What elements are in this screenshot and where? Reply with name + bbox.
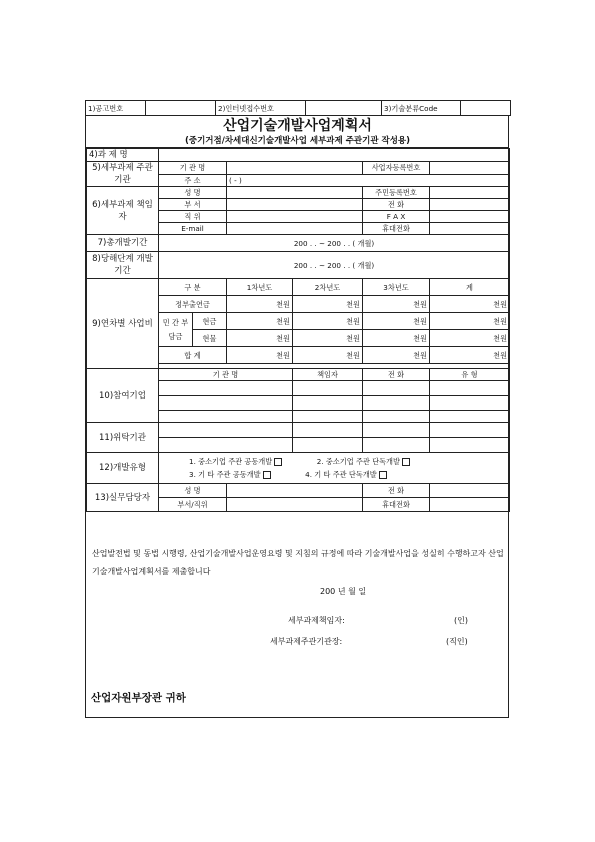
- manager-mobile-label: 휴대전화: [363, 223, 430, 235]
- budget-col-total: 계: [430, 279, 510, 296]
- devtype-checkbox-1[interactable]: [274, 458, 282, 466]
- manager-dept-label: 부 서: [159, 199, 227, 211]
- total-period-label: 7)총개발기간: [87, 235, 159, 252]
- gov-total[interactable]: 천원: [430, 296, 510, 313]
- devtype-option-4: 4. 기 타 주관 단독개발: [305, 470, 377, 479]
- part-row-head[interactable]: [293, 381, 363, 396]
- inkind-y3[interactable]: 천원: [363, 330, 430, 347]
- part-col-org: 기 관 명: [159, 369, 293, 381]
- manager-label: 6)세부과제 책임자: [87, 187, 159, 235]
- budget-col-year1: 1차년도: [227, 279, 293, 296]
- head-seal[interactable]: (직인): [446, 637, 468, 646]
- total-period-field[interactable]: 200 . . ~ 200 . . ( 개월): [159, 235, 510, 252]
- page-title: 산업기술개발사업계획서: [223, 118, 372, 134]
- manager-email-field[interactable]: [227, 223, 363, 235]
- sum-label: 합 계: [159, 347, 227, 364]
- staff-dept-label: 부서/직위: [159, 498, 227, 512]
- address-field[interactable]: ( - ): [227, 174, 510, 187]
- internet-no-label: 2)인터넷접수번호: [216, 101, 306, 116]
- staff-mobile-label: 휴대전화: [363, 498, 430, 512]
- part-row-head[interactable]: [293, 411, 363, 423]
- consign-org[interactable]: [159, 423, 293, 438]
- part-row-org[interactable]: [159, 411, 293, 423]
- sum-total[interactable]: 천원: [430, 347, 510, 364]
- devtype-checkbox-4[interactable]: [379, 471, 387, 479]
- consign-phone[interactable]: [363, 438, 430, 453]
- biz-reg-label: 사업자등록번호: [363, 162, 430, 175]
- part-row-org[interactable]: [159, 381, 293, 396]
- staff-dept-field[interactable]: [227, 498, 363, 512]
- stage-period-field[interactable]: 200 . . ~ 200 . . ( 개월): [159, 252, 510, 279]
- plan-form-table: [86, 148, 510, 512]
- manager-signature-label: 세부과제책임자:: [288, 616, 345, 625]
- resident-no-field[interactable]: [430, 187, 510, 199]
- part-row-head[interactable]: [293, 396, 363, 411]
- address-label: 주 소: [159, 174, 227, 187]
- manager-position-label: 직 위: [159, 211, 227, 223]
- consign-head[interactable]: [293, 423, 363, 438]
- part-row-type[interactable]: [430, 411, 510, 423]
- devtype-label: 12)개발유형: [87, 453, 159, 484]
- cash-y1[interactable]: 천원: [227, 313, 293, 330]
- consign-label: 11)위탁기관: [87, 423, 159, 453]
- cash-label: 현금: [193, 313, 227, 330]
- devtype-option-3: 3. 기 타 주관 공동개발: [189, 470, 261, 479]
- part-row-type[interactable]: [430, 396, 510, 411]
- page-subtitle: (중기거점/차세대신기술개발사업 세부과제 주관기관 작성용): [184, 136, 411, 146]
- part-col-head: 책임자: [293, 369, 363, 381]
- consign-phone[interactable]: [363, 423, 430, 438]
- cash-y2[interactable]: 천원: [293, 313, 363, 330]
- head-signature-label: 세부과제주관기관장:: [270, 637, 343, 646]
- devtype-options: [159, 453, 510, 484]
- consign-head[interactable]: [293, 438, 363, 453]
- part-row-phone[interactable]: [363, 381, 430, 396]
- staff-phone-field[interactable]: [430, 484, 510, 498]
- part-row-phone[interactable]: [363, 396, 430, 411]
- staff-label: 13)실무담당자: [87, 484, 159, 512]
- consign-type[interactable]: [430, 423, 510, 438]
- sum-y1[interactable]: 천원: [227, 347, 293, 364]
- manager-fax-label: F A X: [363, 211, 430, 223]
- biz-reg-field[interactable]: [430, 162, 510, 175]
- announce-no-field[interactable]: [146, 101, 216, 116]
- manager-phone-label: 전 화: [363, 199, 430, 211]
- part-col-phone: 전 화: [363, 369, 430, 381]
- private-fund-label: 민 간 부담금: [159, 313, 193, 347]
- tech-code-label: 3)기술분류Code: [382, 101, 461, 116]
- resident-no-label: 주민등록번호: [363, 187, 430, 199]
- manager-dept-field[interactable]: [227, 199, 363, 211]
- addressee: 산업자원부장관 귀하: [91, 692, 186, 704]
- header-row: [85, 100, 510, 116]
- stage-period-label: 8)당해단계 개발기간: [87, 252, 159, 279]
- manager-email-label: E-mail: [159, 223, 227, 235]
- submission-date: 200 년 월 일: [320, 587, 367, 596]
- part-col-type: 유 형: [430, 369, 510, 381]
- manager-position-field[interactable]: [227, 211, 363, 223]
- manager-fax-field[interactable]: [430, 211, 510, 223]
- participants-label: 10)참여기업: [87, 369, 159, 423]
- inkind-y2[interactable]: 천원: [293, 330, 363, 347]
- tech-code-field[interactable]: [461, 101, 511, 116]
- announce-no-label: 1)공고번호: [86, 101, 146, 116]
- part-row-org[interactable]: [159, 396, 293, 411]
- budget-col-category: 구 분: [159, 279, 227, 296]
- sum-y2[interactable]: 천원: [293, 347, 363, 364]
- staff-mobile-field[interactable]: [430, 498, 510, 512]
- devtype-checkbox-3[interactable]: [263, 471, 271, 479]
- staff-name-label: 성 명: [159, 484, 227, 498]
- staff-name-field[interactable]: [227, 484, 363, 498]
- budget-col-year2: 2차년도: [293, 279, 363, 296]
- inkind-total[interactable]: 천원: [430, 330, 510, 347]
- part-row-phone[interactable]: [363, 411, 430, 423]
- inkind-y1[interactable]: 천원: [227, 330, 293, 347]
- consign-org[interactable]: [159, 438, 293, 453]
- consign-type[interactable]: [430, 438, 510, 453]
- gov-y3[interactable]: 천원: [363, 296, 430, 313]
- cash-y3[interactable]: 천원: [363, 313, 430, 330]
- lead-org-label: 5)세부과제 주관기관: [87, 162, 159, 187]
- declaration-text: 산업발전법 및 동법 시행령, 산업기술개발사업운영요령 및 지침의 규정에 따라 기술개발사업을 성실히 수행하고자 산업기술개발사업계획서를 제출합니다: [92, 549, 504, 576]
- gov-y2[interactable]: 천원: [293, 296, 363, 313]
- part-row-type[interactable]: [430, 381, 510, 396]
- cash-total[interactable]: 천원: [430, 313, 510, 330]
- gov-y1[interactable]: 천원: [227, 296, 293, 313]
- manager-name-field[interactable]: [227, 187, 363, 199]
- staff-phone-label: 전 화: [363, 484, 430, 498]
- budget-col-year3: 3차년도: [363, 279, 430, 296]
- manager-mobile-field[interactable]: [430, 223, 510, 235]
- manager-seal[interactable]: (인): [454, 616, 468, 625]
- devtype-option-1: 1. 중소기업 주관 공동개발: [189, 457, 273, 466]
- inkind-label: 현물: [193, 330, 227, 347]
- manager-name-label: 성 명: [159, 187, 227, 199]
- task-name-label: 4)과 제 명: [87, 149, 159, 162]
- budget-label: 9)연차별 사업비: [87, 279, 159, 369]
- org-name-field[interactable]: [227, 162, 363, 175]
- task-name-field[interactable]: [159, 149, 510, 162]
- gov-fund-label: 정부출연금: [159, 296, 227, 313]
- header-table: [85, 100, 511, 116]
- devtype-option-2: 2. 중소기업 주관 단독개발: [316, 457, 400, 466]
- sum-y3[interactable]: 천원: [363, 347, 430, 364]
- internet-no-field[interactable]: [306, 101, 382, 116]
- org-name-label: 기 관 명: [159, 162, 227, 175]
- manager-phone-field[interactable]: [430, 199, 510, 211]
- devtype-checkbox-2[interactable]: [402, 458, 410, 466]
